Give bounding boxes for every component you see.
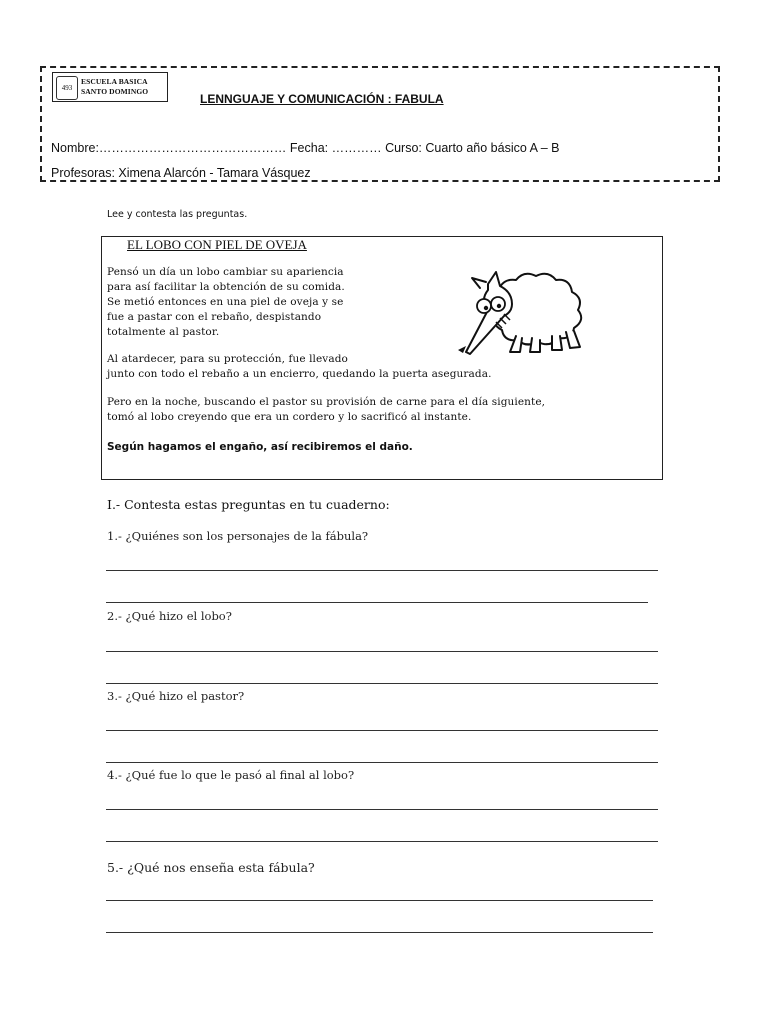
student-info-line: Nombre:……………………………………… Fecha: ………… Curso: Cuarto año básico A – B xyxy=(51,141,560,155)
answer-line[interactable] xyxy=(106,651,658,652)
story-line: totalmente al pastor. xyxy=(107,326,220,338)
school-seal-icon: 493 xyxy=(56,76,78,100)
story-line: junto con todo el rebaño a un encierro, quedando la puerta asegurada. xyxy=(107,368,492,380)
story-line: para así facilitar la obtención de su comida. xyxy=(107,281,345,293)
instruction-text: Lee y contesta las preguntas. xyxy=(107,209,248,220)
questions-section-title: I.- Contesta estas preguntas en tu cuaderno: xyxy=(107,497,390,512)
answer-line[interactable] xyxy=(106,570,658,571)
answer-line[interactable] xyxy=(106,809,658,810)
answer-line[interactable] xyxy=(106,602,648,603)
page-title: LENNGUAJE Y COMUNICACIÓN : FABULA xyxy=(200,92,444,106)
school-name-line2: SANTO DOMINGO xyxy=(81,87,149,96)
question-1: 1.- ¿Quiénes son los personajes de la fábula? xyxy=(107,529,369,543)
question-3: 3.- ¿Qué hizo el pastor? xyxy=(107,689,245,703)
answer-line[interactable] xyxy=(106,932,653,933)
story-line: tomó al lobo creyendo que era un cordero y lo sacrificó al instante. xyxy=(107,411,472,423)
answer-line[interactable] xyxy=(106,683,658,684)
story-line: fue a pastar con el rebaño, despistando xyxy=(107,311,322,323)
answer-line[interactable] xyxy=(106,841,658,842)
question-2: 2.- ¿Qué hizo el lobo? xyxy=(107,609,232,623)
story-line: Pensó un día un lobo cambiar su apariencia xyxy=(107,266,344,278)
question-5: 5.- ¿Qué nos enseña esta fábula? xyxy=(107,860,315,875)
story-line: Pero en la noche, buscando el pastor su provisión de carne para el día siguiente, xyxy=(107,396,546,408)
school-logo xyxy=(52,72,168,102)
teachers-line: Profesoras: Ximena Alarcón - Tamara Vásquez xyxy=(51,166,311,180)
story-moral: Según hagamos el engaño, así recibiremos el daño. xyxy=(107,441,413,453)
story-title: EL LOBO CON PIEL DE OVEJA xyxy=(127,237,307,252)
story-line: Se metió entonces en una piel de oveja y se xyxy=(107,296,344,308)
wolf-in-sheep-skin-icon xyxy=(436,262,596,362)
answer-line[interactable] xyxy=(106,762,658,763)
school-name-line1: ESCUELA BASICA xyxy=(81,77,148,86)
answer-line[interactable] xyxy=(106,730,658,731)
story-line: Al atardecer, para su protección, fue llevado xyxy=(107,353,348,365)
question-4: 4.- ¿Qué fue lo que le pasó al final al lobo? xyxy=(107,768,355,782)
answer-line[interactable] xyxy=(106,900,653,901)
